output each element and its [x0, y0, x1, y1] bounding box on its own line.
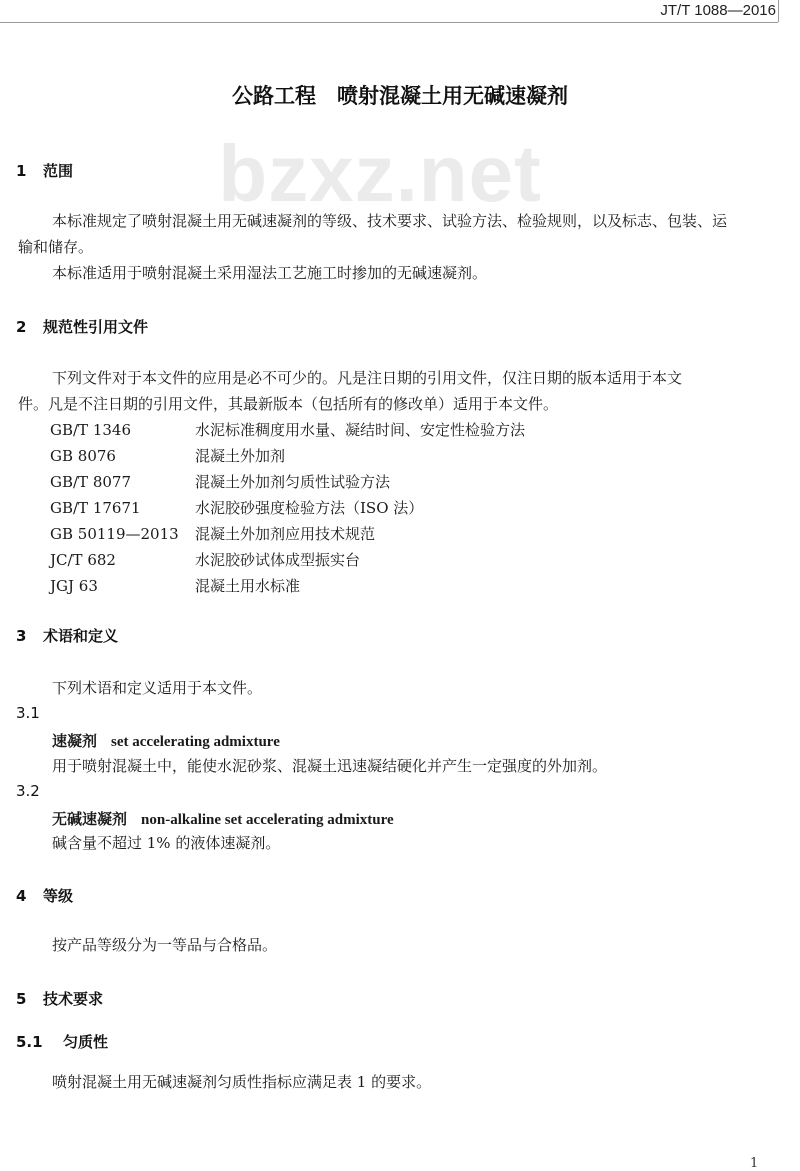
- reference-row: [50, 495, 525, 521]
- section-1-body: [18, 208, 778, 286]
- section-number: 5.1: [16, 1033, 43, 1051]
- reference-title: 水泥胶砂试体成型振实台: [195, 551, 361, 569]
- section-5-1-heading: [16, 1031, 108, 1052]
- section-title: 规范性引用文件: [43, 318, 149, 336]
- paragraph-line: 喷射混凝土用无碱速凝剂匀质性指标应满足表 1 的要求。: [52, 1073, 432, 1091]
- reference-title: 水泥标准稠度用水量、凝结时间、安定性检验方法: [195, 421, 526, 439]
- term-english: set accelerating admixture: [111, 734, 280, 750]
- reference-list: [50, 417, 525, 599]
- section-number: 4: [16, 887, 27, 905]
- section-4-body: [18, 932, 778, 958]
- reference-code: GB/T 8077: [50, 473, 132, 491]
- reference-code: GB/T 17671: [50, 499, 141, 517]
- reference-row: [50, 417, 525, 443]
- section-5-1-body: [18, 1069, 778, 1095]
- reference-title: 水泥胶砂强度检验方法（ISO 法）: [195, 499, 424, 517]
- reference-row: [50, 469, 525, 495]
- section-number: 5: [16, 990, 27, 1008]
- watermark: bzxz.net: [218, 129, 542, 218]
- reference-title: 混凝土外加剂: [195, 447, 286, 465]
- reference-code: JGJ 63: [50, 577, 98, 595]
- section-title: 术语和定义: [43, 627, 119, 645]
- section-4-heading: [16, 885, 73, 906]
- paragraph-line: 输和储存。: [18, 238, 94, 256]
- paragraph-line: 按产品等级分为一等品与合格品。: [52, 936, 278, 954]
- paragraph-line: 本标准适用于喷射混凝土采用湿法工艺施工时掺加的无碱速凝剂。: [52, 264, 488, 282]
- reference-code: GB 8076: [50, 447, 116, 465]
- reference-code: GB/T 1346: [50, 421, 132, 439]
- reference-row: [50, 521, 525, 547]
- section-number: 3: [16, 627, 27, 645]
- term-chinese: 速凝剂: [52, 732, 98, 750]
- reference-title: 混凝土外加剂应用技术规范: [195, 525, 376, 543]
- paragraph-line: 本标准规定了喷射混凝土用无碱速凝剂的等级、技术要求、试验方法、检验规则，以及标志、包装、运: [52, 212, 728, 230]
- reference-title: 混凝土外加剂匀质性试验方法: [195, 473, 391, 491]
- reference-row: [50, 573, 525, 599]
- paragraph-line: 件。凡是不注日期的引用文件，其最新版本（包括所有的修改单）适用于本文件。: [18, 395, 559, 413]
- section-3-intro: [18, 675, 778, 701]
- term-3-1: [52, 730, 280, 751]
- section-5-heading: [16, 988, 103, 1009]
- clause-3-2-number: 3.2: [16, 782, 40, 800]
- term-3-2: [52, 808, 394, 829]
- section-title: 匀质性: [63, 1033, 109, 1051]
- section-number: 1: [16, 162, 27, 180]
- section-title: 范围: [43, 162, 74, 180]
- section-number: 2: [16, 318, 27, 336]
- section-1-heading: [16, 160, 73, 181]
- paragraph-line: 下列术语和定义适用于本文件。: [52, 679, 263, 697]
- page-number: 1: [750, 1156, 759, 1171]
- document-title: 公路工程 喷射混凝土用无碱速凝剂: [232, 84, 568, 108]
- reference-code: JC/T 682: [50, 551, 116, 569]
- section-title: 等级: [43, 887, 74, 905]
- section-2-body: [18, 365, 778, 417]
- paragraph-line: 下列文件对于本文件的应用是必不可少的。凡是注日期的引用文件，仅注日期的版本适用于本文: [52, 369, 683, 387]
- section-3-heading: [16, 625, 118, 646]
- term-english: non-alkaline set accelerating admixture: [141, 812, 394, 828]
- term-3-2-definition: 碱含量不超过 1% 的液体速凝剂。: [52, 834, 281, 852]
- reference-row: [50, 443, 525, 469]
- reference-row: [50, 547, 525, 573]
- reference-code: GB 50119—2013: [50, 525, 179, 543]
- section-title: 技术要求: [43, 990, 104, 1008]
- header-rule: [0, 22, 778, 23]
- term-3-1-definition: 用于喷射混凝土中，能使水泥砂浆、混凝土迅速凝结硬化并产生一定强度的外加剂。: [52, 757, 608, 775]
- section-2-heading: [16, 316, 148, 337]
- term-chinese: 无碱速凝剂: [52, 810, 128, 828]
- standard-code: JT/T 1088—2016: [660, 2, 776, 19]
- reference-title: 混凝土用水标准: [195, 577, 301, 595]
- clause-3-1-number: 3.1: [16, 704, 40, 722]
- header-rule-corner: [778, 0, 779, 22]
